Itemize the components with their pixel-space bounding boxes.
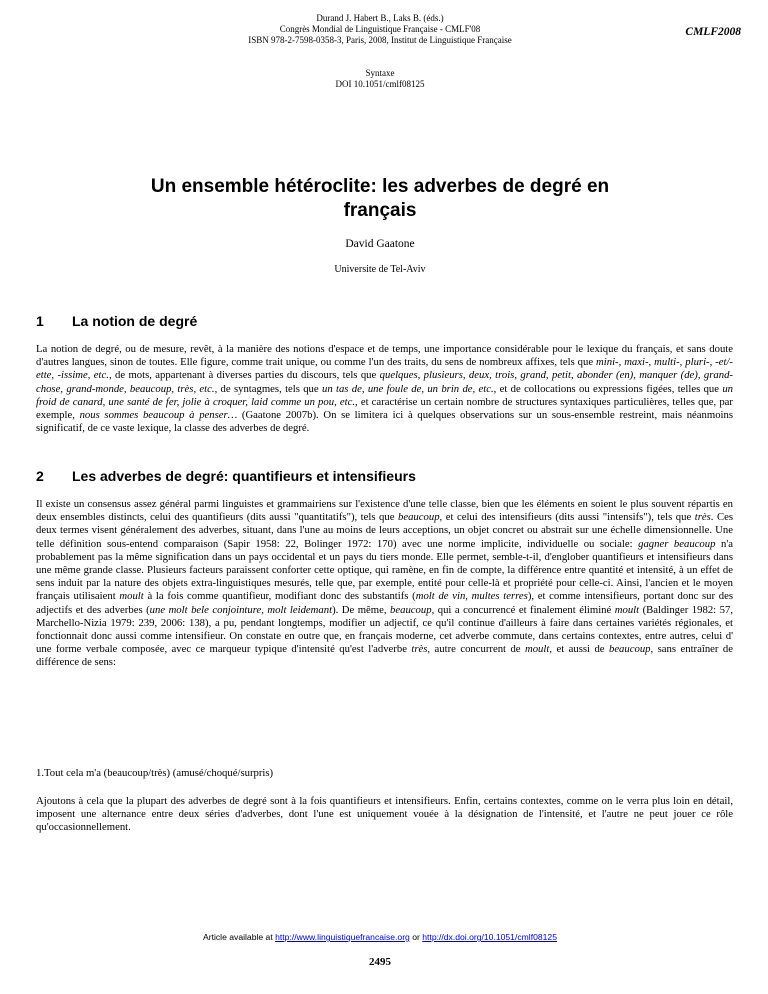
text-run: (Gaatone 2007b). On se limitera ici à quelques observations sur un sous-ensemble restreint, mais néanmoins significatif, de ce vaste lexique, la classe des adverbes de degré. [36, 409, 734, 435]
text-run: , et celui des intensifieurs (dits aussi "intensifs"), tels que [439, 511, 695, 524]
italic-run: gagner beaucoup [638, 537, 716, 550]
paragraph-quantifiers-intensifiers [36, 498, 733, 670]
italic-run: nous sommes beaucoup à penser… [79, 409, 238, 422]
text-run: n'a probablement pas la même signification dans un pays occidental et un pays du tiers monde. Elle permet, semble-t-il, d'englober quantifieurs et intensifieurs dans une même grande classe. Plusieurs facteurs paraissent conforter cette optique, qui ramène, en fin de compte, la différence entre quantité et intensité, à un effet de sens induit par la nature des objets extra-linguistiques mesurés, telle que, par exemple, entité pour celle-là et propriété pour celle-ci. Ainsi, l'ancien et le moyen français utilisaient [36, 537, 734, 603]
text-run: Il existe un consensus assez général parmi linguistes et grammairiens sur l'existence d'une telle classe, bien que les éléments en soient le plus souvent répartis en deux ensembles distincts, celui des quantifieurs (dits aussi "quantitatifs"), tels que [36, 498, 733, 524]
text-run: (Baldinger 1982: 57, Marchello-Nizia 1979: 239, 2006: 138), a pu, pendant longtemps, modifier un adjectif, ce qu'il continue d'ailleurs à faire dans certaines variétés régionales, et fonctionnait donc aussi comme intensifieur. On constate en outre que, en français moderne, cet adverbe commute, dans certains contextes, entre autres, celui d' une forme verbale composée, avec ce marqueur typique d'intensité qu'est l'adverbe [36, 603, 734, 656]
text-run: , qui a concurrencé et finalement éliminé [431, 603, 615, 616]
italic-run: une molt bele conjointure, molt leidemant [149, 603, 333, 616]
paper-title-line2: français [343, 200, 417, 221]
section-number: 2 [36, 468, 44, 484]
header-conference: Congrès Mondial de Linguistique Française - CMLF'08 [279, 24, 481, 34]
section-title: La notion de degré [72, 313, 198, 329]
italic-run: mini-, maxi-, multi-, pluri-, -et/-ette, -issime, etc. [36, 356, 733, 382]
paragraph-alternance: Ajoutons à cela que la plupart des adverbes de degré sont à la fois quantifieurs et intensifieurs. Enfin, certains contextes, comme on le verra plus loin en détail, imposent une alternance entre deux séries d'adverbes, dont l'une est uniquement vouée à la désignation de l'intensité, et l'autre ne peut jouer ce rôle qu'occasionnellement. [36, 795, 733, 834]
header-doi: DOI 10.1051/cmlf08125 [335, 79, 425, 89]
text-run: ), et comme intensifieurs, portant donc sur des adjectifs et des adverbes ( [36, 590, 734, 616]
italic-run: beaucoup [397, 511, 440, 524]
page-number: 2495 [369, 956, 391, 968]
text-run: , et aussi de [549, 643, 609, 656]
italic-run: quelques, plusieurs, deux, trois, grand, petit, abonder (en), manquer (de), grand-chose, grand-monde, beaucoup, très, etc. [36, 369, 733, 395]
example-sentence-1: 1.Tout cela m'a (beaucoup/très) (amusé/choqué/surpris) [36, 767, 274, 779]
linguistiquefrancaise-link[interactable]: http://www.linguistiquefrancaise.org [275, 932, 410, 942]
italic-run: un froid de canard, une santé de fer, jolie à croquer, laid comme un pou, etc. [36, 382, 733, 408]
text-run: , et caractérise un certain nombre de structures syntaxiques particulières, telles que, par exemple, [36, 395, 733, 422]
italic-run: moult [525, 643, 550, 656]
section-heading-1 [36, 313, 197, 329]
text-run: à la fois comme quantifieur, modifiant donc des substantifs ( [143, 590, 416, 603]
text-run: . Ces deux termes visent généralement des adverbes, situant, dans l'une au moins de leurs acceptions, un objet concret ou abstrait sur une échelle dimensionnelle. Une telle définition sous-entend comparaison (Sapir 1958: 22, Bolinger 1972: 170) avec une norme implicite, individuelle ou sociale: [36, 511, 733, 550]
section-number: 1 [36, 313, 44, 329]
conference-badge: CMLF2008 [685, 26, 741, 38]
paper-title-line1: Un ensemble hétéroclite: les adverbes de degré en [150, 176, 610, 197]
header-isbn: ISBN 978-2-7598-0358-3, Paris, 2008, Institut de Linguistique Française [248, 35, 512, 45]
doi-link[interactable]: http://dx.doi.org/10.1051/cmlf08125 [422, 932, 557, 942]
header-editors: Durand J. Habert B., Laks B. (éds.) [316, 13, 444, 23]
italic-run: moult [119, 590, 144, 603]
italic-run: très [411, 643, 428, 656]
text-run: , autre concurrent de [427, 643, 525, 656]
section-title: Les adverbes de degré: quantifieurs et intensifieurs [72, 468, 416, 484]
footer-text: Article available at [202, 932, 276, 942]
paragraph-degree-notion [36, 343, 733, 435]
text-run: ). De même, [332, 603, 391, 616]
author-name: David Gaatone [345, 238, 415, 250]
italic-run: molt de vin, multes terres [415, 590, 528, 603]
italic-run: beaucoup [390, 603, 432, 616]
text-run: , sans entraîner de différence de sens: [36, 643, 733, 669]
text-run: La notion de degré, ou de mesure, revêt, à la manière des notions d'espace et de temps, une importance considérable pour le lexique du français, et sans doute d'autres langues, sinon de toutes. Elle figure, comme trait unique, ou comme l'un des traits, du sens de nombreux affixes, tels que [36, 343, 733, 369]
author-affiliation: Universite de Tel-Aviv [334, 264, 426, 275]
section-heading-2 [36, 468, 416, 484]
italic-run: moult [614, 603, 640, 616]
italic-run: très [694, 511, 711, 524]
paper-title [90, 175, 670, 223]
publication-subheader [150, 68, 610, 90]
article-availability [150, 932, 610, 942]
footer-text: or [409, 932, 423, 942]
italic-run: beaucoup [608, 643, 651, 656]
text-run: , de mots, appartenant à diverses parties du discours, tels que [108, 369, 380, 382]
publication-header [150, 13, 610, 46]
text-run: , de syntagmes, tels que [214, 382, 322, 395]
text-run: , et de collocations ou expressions figées, telles que [493, 382, 723, 395]
header-section: Syntaxe [365, 68, 395, 78]
italic-run: un tas de, une foule de, un brin de, etc. [321, 382, 494, 395]
